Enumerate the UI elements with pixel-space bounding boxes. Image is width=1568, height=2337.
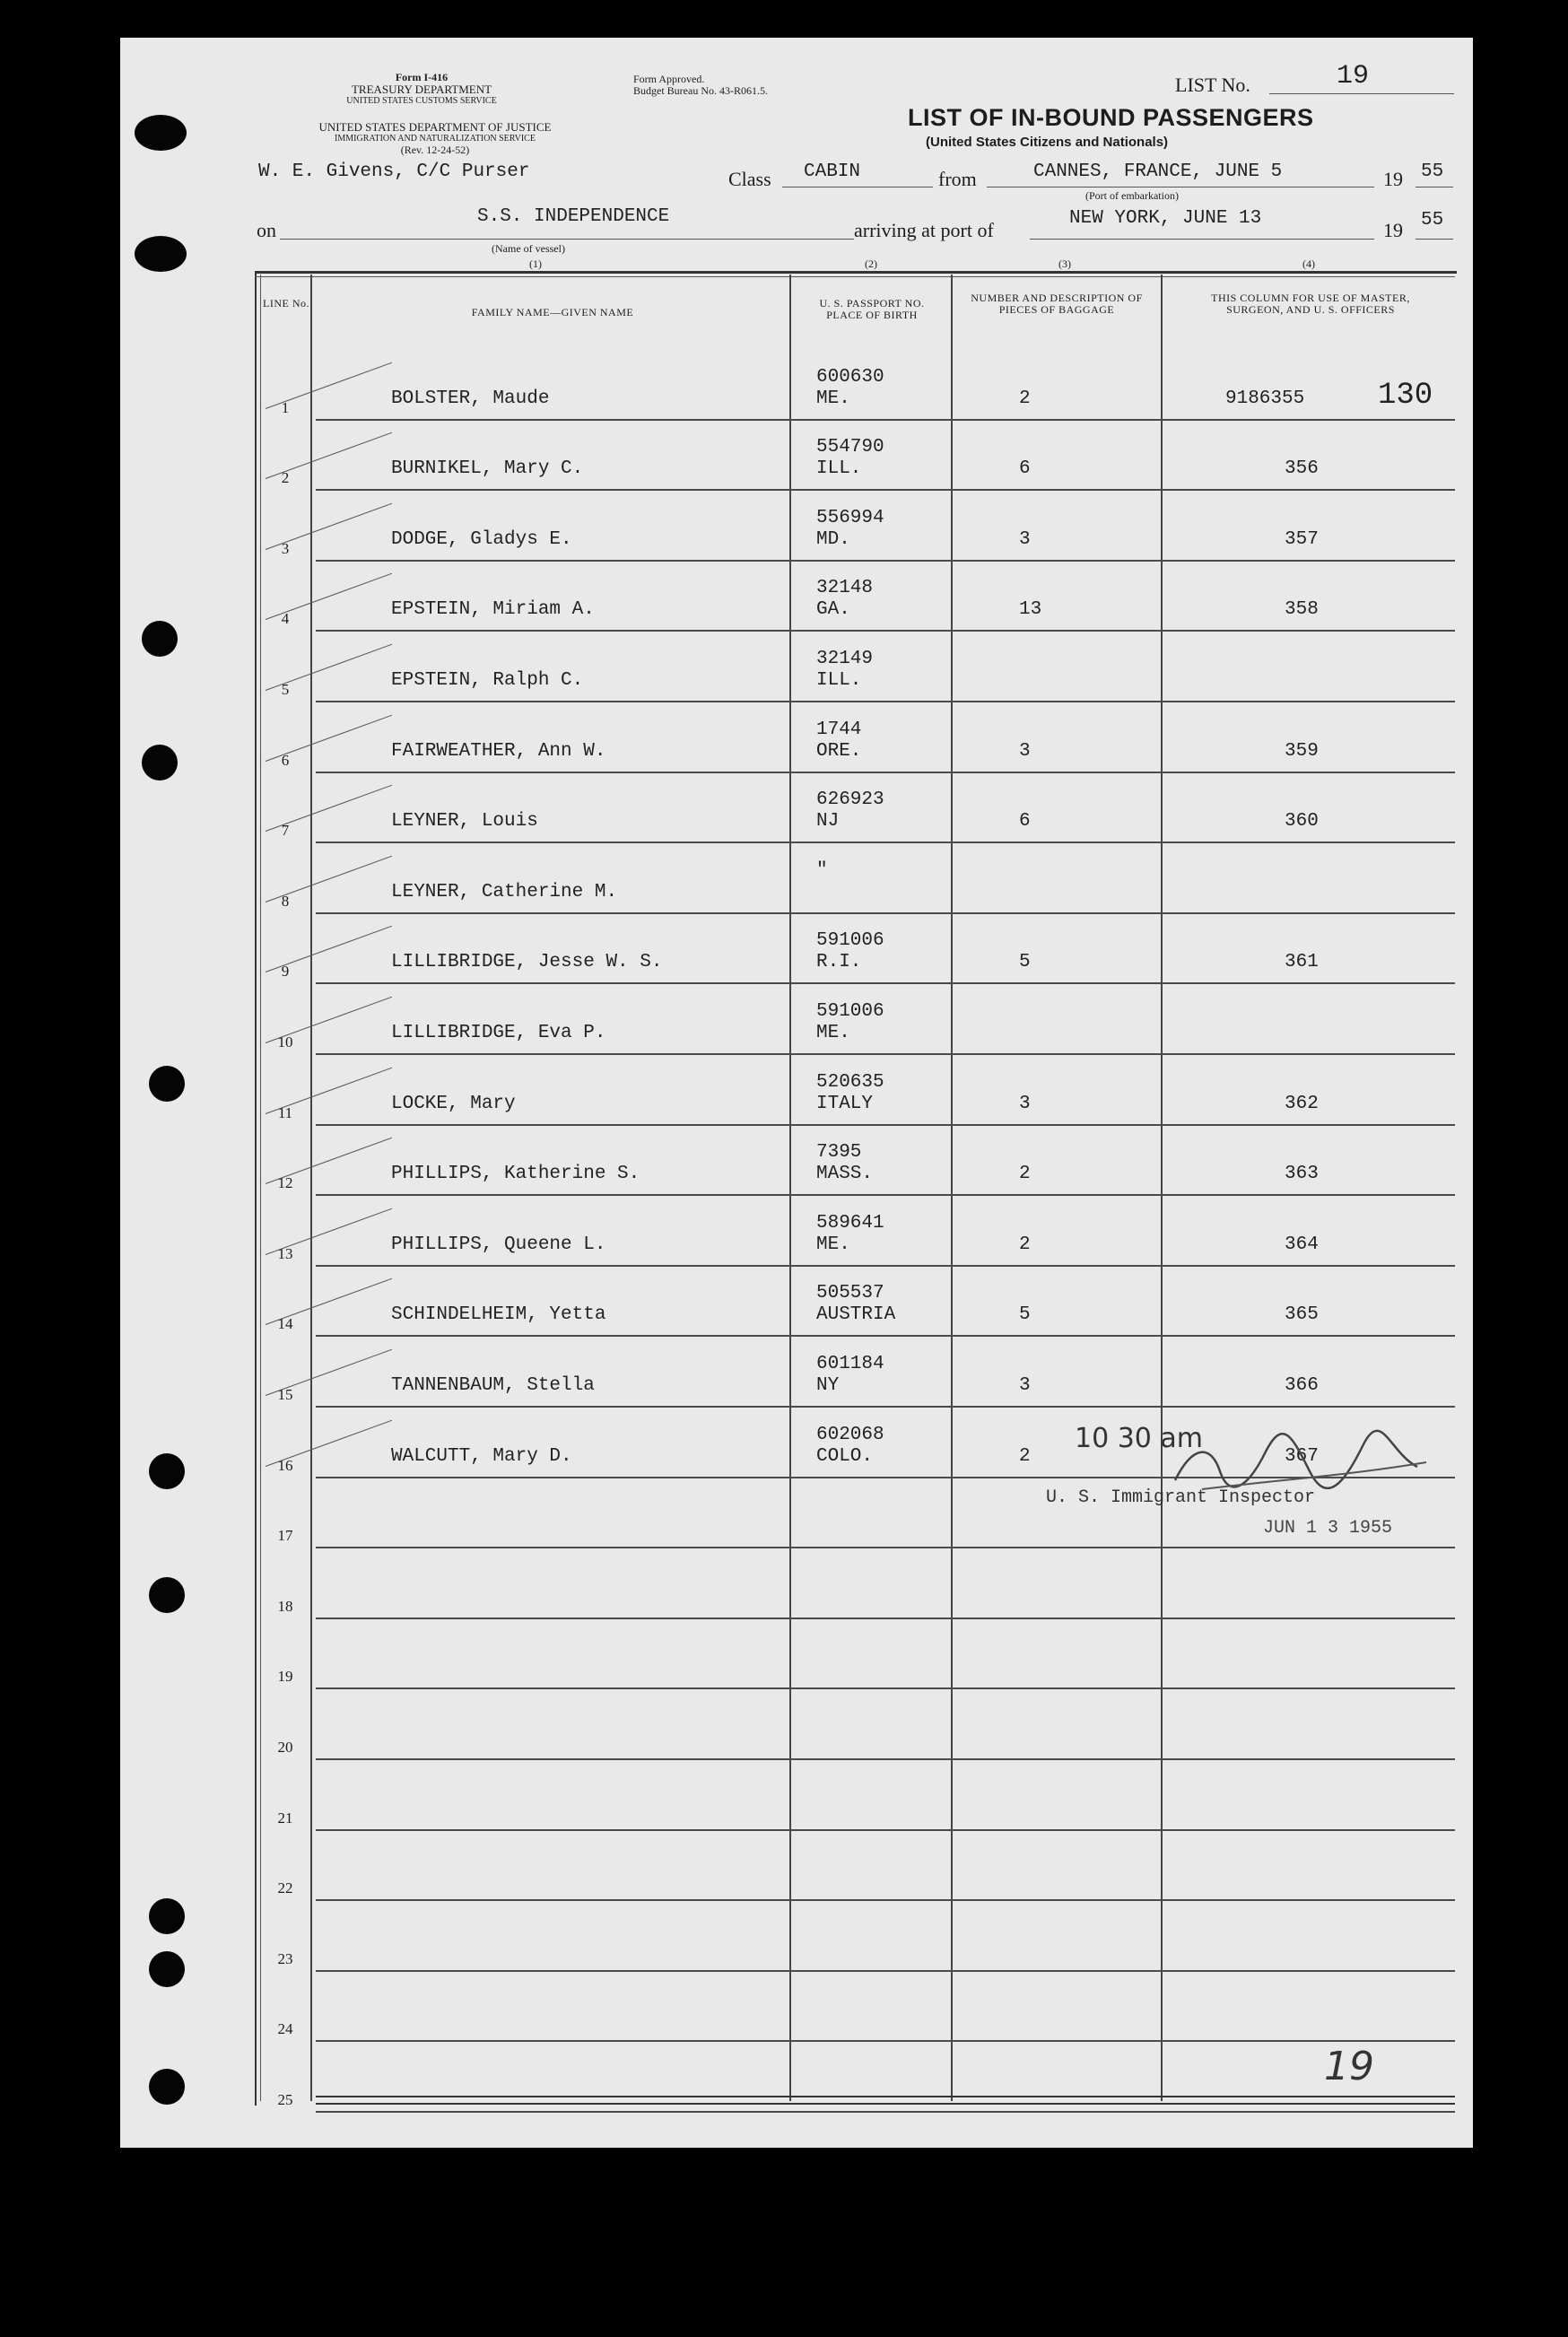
- form-block-treasury: [296, 72, 547, 107]
- passport-number: 520635: [816, 1071, 884, 1093]
- column-number-1: (1): [529, 257, 542, 270]
- officer-number: 362: [1285, 1093, 1319, 1114]
- inspector-stamp: U. S. Immigrant Inspector: [1046, 1487, 1316, 1508]
- row-divider: [316, 630, 1455, 632]
- punch-hole: [149, 1898, 185, 1934]
- passport-number: 591006: [816, 1001, 884, 1022]
- on-label: on: [257, 219, 276, 241]
- place-of-birth: ME.: [816, 1234, 850, 1255]
- passport-number: 591006: [816, 930, 884, 952]
- arrival-value: NEW YORK, JUNE 13: [1069, 208, 1262, 229]
- passport-number: 7395: [816, 1142, 862, 1164]
- baggage-count: 3: [1019, 1375, 1031, 1396]
- officer-number: 360: [1285, 811, 1319, 833]
- passenger-name: EPSTEIN, Miriam A.: [391, 599, 595, 621]
- customs-service: UNITED STATES CUSTOMS SERVICE: [346, 96, 497, 106]
- row-divider: [316, 1758, 1455, 1760]
- place-of-birth: MD.: [816, 528, 850, 550]
- line-number: 3: [281, 539, 290, 557]
- baggage-count: 2: [1019, 1445, 1031, 1467]
- line-number: 17: [277, 1527, 293, 1545]
- line-number: 24: [277, 2020, 293, 2038]
- row-divider: [316, 1547, 1455, 1548]
- punch-hole: [149, 1951, 185, 1987]
- passenger-name: LOCKE, Mary: [391, 1093, 516, 1114]
- officer-number: 367: [1285, 1445, 1319, 1467]
- officer-number: 356: [1285, 458, 1319, 480]
- officer-number: 357: [1285, 528, 1319, 550]
- passenger-name: PHILLIPS, Katherine S.: [391, 1164, 640, 1185]
- row-divider: [316, 2111, 1455, 2113]
- form-number: Form I-416: [395, 71, 449, 83]
- line-number: 13: [277, 1244, 293, 1262]
- line-number: 15: [277, 1386, 293, 1403]
- budget-bureau: Budget Bureau No. 43-R061.5.: [633, 84, 768, 97]
- column-number-3: (3): [1058, 257, 1071, 270]
- row-divider: [316, 2040, 1455, 2042]
- revision-date: (Rev. 12-24-52): [400, 144, 470, 156]
- baggage-count: 2: [1019, 1164, 1031, 1185]
- place-of-birth: NJ: [816, 811, 840, 833]
- passenger-name: EPSTEIN, Ralph C.: [391, 670, 584, 691]
- passenger-name: LILLIBRIDGE, Eva P.: [391, 1023, 606, 1043]
- passenger-name: FAIRWEATHER, Ann W.: [391, 740, 606, 762]
- officer-number: 9186355: [1225, 388, 1305, 409]
- place-of-birth: ILL.: [816, 670, 862, 691]
- line-number: 6: [281, 751, 290, 769]
- column-header-name: FAMILY NAME—GIVEN NAME: [471, 306, 634, 318]
- passport-number: 32148: [816, 578, 874, 599]
- year-prefix-1: 19: [1383, 168, 1403, 190]
- passport-number: 554790: [816, 437, 884, 458]
- line-number: 10: [277, 1033, 293, 1051]
- year-1: 55: [1421, 161, 1444, 182]
- passenger-name: BOLSTER, Maude: [391, 388, 550, 409]
- line-number: 1: [281, 398, 290, 416]
- punch-hole: [149, 1453, 185, 1489]
- class-value: CABIN: [804, 161, 861, 182]
- passport-number: 32149: [816, 649, 874, 669]
- officer-number: 363: [1285, 1164, 1319, 1185]
- baggage-count: 6: [1019, 458, 1031, 480]
- place-of-birth: ITALY: [816, 1093, 874, 1114]
- line-number: 5: [281, 681, 290, 698]
- place-of-birth: NY: [816, 1375, 840, 1396]
- place-of-birth: ME.: [816, 1023, 850, 1043]
- officer-number: 365: [1285, 1304, 1319, 1326]
- passenger-count: 130: [1378, 379, 1433, 413]
- year-2: 55: [1421, 210, 1444, 231]
- row-divider: [316, 1335, 1455, 1337]
- baggage-count: 2: [1019, 388, 1031, 409]
- page-mark: 19: [1324, 2044, 1374, 2089]
- line-number: 19: [277, 1668, 293, 1686]
- row-divider: [316, 1687, 1455, 1689]
- place-of-birth: MASS.: [816, 1164, 874, 1185]
- baggage-count: 3: [1019, 528, 1031, 550]
- punch-hole: [149, 1577, 185, 1613]
- passenger-name: WALCUTT, Mary D.: [391, 1445, 572, 1467]
- row-divider: [316, 1618, 1455, 1619]
- row-divider: [316, 1265, 1455, 1267]
- passenger-name: DODGE, Gladys E.: [391, 528, 572, 550]
- baggage-count: 5: [1019, 952, 1031, 973]
- column-header-passport: U. S. PASSPORT NO. PLACE OF BIRTH: [819, 297, 925, 321]
- page-subtitle: (United States Citizens and Nationals): [926, 135, 1169, 150]
- place-of-birth: R.I.: [816, 952, 862, 973]
- baggage-count: 6: [1019, 811, 1031, 833]
- row-divider: [316, 1970, 1455, 1972]
- row-divider: [316, 419, 1455, 421]
- row-divider: [316, 560, 1455, 562]
- row-divider: [316, 1053, 1455, 1055]
- punch-hole: [142, 621, 178, 657]
- form-approval: [633, 74, 768, 97]
- passenger-name: TANNENBAUM, Stella: [391, 1375, 595, 1396]
- line-number: 9: [281, 963, 290, 981]
- passport-number: 1744: [816, 719, 862, 740]
- passenger-name: LEYNER, Louis: [391, 811, 538, 833]
- line-number: 20: [277, 1739, 293, 1756]
- vessel-name: S.S. INDEPENDENCE: [477, 206, 670, 227]
- passport-number: 601184: [816, 1354, 884, 1374]
- row-divider: [316, 1829, 1455, 1831]
- row-divider: [316, 841, 1455, 843]
- place-of-birth: GA.: [816, 599, 850, 621]
- passenger-name: BURNIKEL, Mary C.: [391, 458, 584, 480]
- line-number: 2: [281, 469, 290, 487]
- passport-number: 602068: [816, 1424, 884, 1445]
- passenger-name: LILLIBRIDGE, Jesse W. S.: [391, 952, 663, 973]
- row-divider: [316, 1899, 1455, 1901]
- row-divider: [316, 489, 1455, 491]
- row-divider: [316, 701, 1455, 702]
- place-of-birth: COLO.: [816, 1445, 874, 1467]
- officer-number: 358: [1285, 599, 1319, 621]
- place-of-birth: ORE.: [816, 740, 862, 762]
- column-header-officers: THIS COLUMN FOR USE OF MASTER, SURGEON, AND U. S. OFFICERS: [1211, 292, 1410, 316]
- column-header-line-no: LINE No.: [263, 297, 309, 310]
- purser-name: W. E. Givens, C/C Purser: [258, 161, 530, 182]
- line-number: 21: [277, 1809, 293, 1827]
- column-number-4: (4): [1302, 257, 1315, 270]
- passport-number: 589641: [816, 1212, 884, 1234]
- punch-hole: [135, 236, 187, 272]
- from-value: CANNES, FRANCE, JUNE 5: [1033, 161, 1283, 182]
- line-number: 8: [281, 892, 290, 910]
- row-divider: [316, 912, 1455, 914]
- line-number: 12: [277, 1174, 293, 1192]
- immigration-service: IMMIGRATION AND NATURALIZATION SERVICE: [335, 134, 536, 144]
- line-number: 22: [277, 1879, 293, 1897]
- passport-number: 556994: [816, 507, 884, 528]
- arriving-label: arriving at port of: [854, 219, 994, 241]
- passenger-name: LEYNER, Catherine M.: [391, 881, 618, 903]
- arrival-time-note: 10 30 am: [1075, 1423, 1204, 1454]
- list-number-value: 19: [1337, 61, 1370, 92]
- baggage-count: 3: [1019, 1093, 1031, 1114]
- punch-hole: [149, 1066, 185, 1102]
- place-of-birth: AUSTRIA: [816, 1304, 896, 1326]
- vessel-caption: (Name of vessel): [492, 242, 565, 255]
- punch-hole: [135, 115, 187, 151]
- place-of-birth: ME.: [816, 388, 850, 409]
- punch-hole: [142, 745, 178, 780]
- form-approved: Form Approved.: [633, 73, 705, 85]
- row-divider: [316, 1406, 1455, 1408]
- line-number: 11: [277, 1103, 293, 1121]
- passport-number: ": [816, 859, 828, 881]
- baggage-count: 13: [1019, 599, 1042, 621]
- baggage-count: 5: [1019, 1304, 1031, 1326]
- form-block-justice: [260, 121, 610, 156]
- from-label: from: [938, 168, 977, 190]
- passport-number: 626923: [816, 789, 884, 811]
- justice-department: UNITED STATES DEPARTMENT OF JUSTICE: [318, 120, 552, 134]
- treasury-department: TREASURY DEPARTMENT: [351, 83, 492, 96]
- class-label: Class: [728, 168, 771, 190]
- line-number: 18: [277, 1597, 293, 1615]
- line-number: 7: [281, 822, 290, 840]
- officer-number: 359: [1285, 740, 1319, 762]
- line-number: 16: [277, 1456, 293, 1474]
- punch-hole: [149, 2069, 185, 2105]
- row-divider: [316, 982, 1455, 984]
- baggage-count: 2: [1019, 1234, 1031, 1255]
- passport-number: 600630: [816, 366, 884, 388]
- row-divider: [316, 1194, 1455, 1196]
- officer-number: 366: [1285, 1375, 1319, 1396]
- year-prefix-2: 19: [1383, 219, 1403, 241]
- officer-number: 361: [1285, 952, 1319, 973]
- line-number: 23: [277, 1949, 293, 1967]
- baggage-count: 3: [1019, 740, 1031, 762]
- column-header-baggage: NUMBER AND DESCRIPTION OF PIECES OF BAGGAGE: [971, 292, 1143, 316]
- line-number: 25: [277, 2091, 293, 2108]
- list-number-label: LIST No.: [1175, 74, 1250, 96]
- column-number-2: (2): [865, 257, 877, 270]
- date-stamp: JUN 1 3 1955: [1263, 1518, 1393, 1539]
- line-number: 14: [277, 1315, 293, 1333]
- officer-number: 364: [1285, 1234, 1319, 1255]
- passenger-name: SCHINDELHEIM, Yetta: [391, 1304, 606, 1326]
- row-divider: [316, 1124, 1455, 1126]
- place-of-birth: ILL.: [816, 458, 862, 480]
- passport-number: 505537: [816, 1283, 884, 1304]
- port-embarkation-caption: (Port of embarkation): [1085, 189, 1179, 202]
- line-number: 4: [281, 610, 290, 628]
- inspector-signature: [1166, 1426, 1435, 1498]
- row-divider: [316, 772, 1455, 773]
- passenger-name: PHILLIPS, Queene L.: [391, 1234, 606, 1255]
- page-title: LIST OF IN-BOUND PASSENGERS: [908, 104, 1314, 131]
